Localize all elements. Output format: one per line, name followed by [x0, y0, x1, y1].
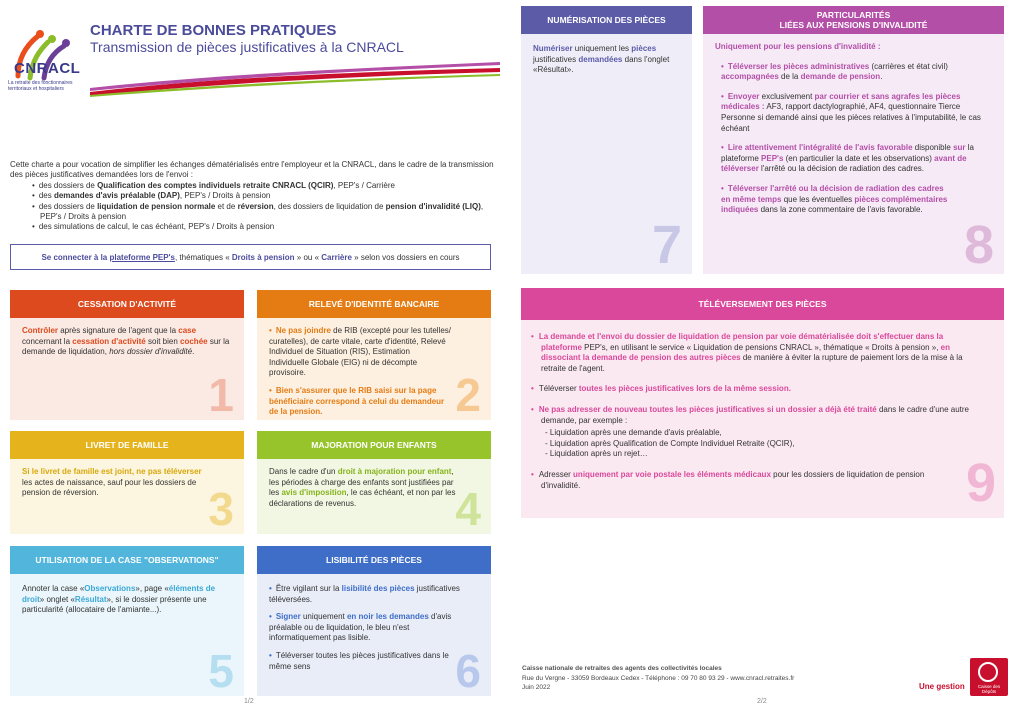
card-cessation-activite — [10, 290, 244, 420]
caisse-des-depots-logo-icon: Caisse des Dépôts — [970, 658, 1008, 696]
card-number: 3 — [208, 483, 234, 534]
footer-contact: Rue du Vergne - 33059 Bordeaux Cedex - Téléphone : 09 70 80 93 29 - www.cnracl.retraites.fr — [522, 674, 795, 682]
card-televersement — [521, 288, 1004, 518]
card-pensions-invalidite — [703, 6, 1004, 274]
list-item: • des dossiers de Qualification des comptes individuels retraite CNRACL (QCIR), PEP's / Carrière — [40, 181, 500, 191]
connect-banner: Se connecter à la plateforme PEP's, thématiques « Droits à pension » ou « Carrière » selon vos dossiers en cours — [10, 244, 491, 270]
card-title: CESSATION D'ACTIVITÉ — [10, 290, 244, 318]
card-body: • Être vigilant sur la lisibilité des pièces justificatives téléversées. • Signer uniquement en noir les demandes d'avis préalable ou de liquidation, le bleu n'est informatiquement pas lisible. • Téléverser toutes les pièces justificatives dans le même sens — [257, 574, 491, 687]
une-gestion-label: Une gestion — [919, 682, 965, 691]
card-majoration-enfants — [257, 431, 491, 534]
page-right — [509, 0, 1018, 706]
list-item: - Liquidation après un rejet… — [545, 449, 648, 459]
card-number: 6 — [455, 645, 481, 696]
card-title: NUMÉRISATION DES PIÈCES — [521, 6, 692, 34]
footer-address — [522, 664, 794, 693]
card-number: 9 — [965, 453, 996, 513]
card-body: Si le livret de famille est joint, ne pas téléverser les actes de naissance, sauf pour les dossiers de pension de réversion. — [22, 467, 202, 498]
intro-lead: Cette charte a pour vocation de simplifier les échanges dématérialisés entre l'employeur et la CNRACL, dans le cadre de la transmission des pièces justificatives demandées lors de l'envoi : — [10, 160, 494, 180]
card-body: Dans le cadre d'un droit à majoration pour enfant, les périodes à charge des enfants sont justifiées par les avis d'imposition, le cas échéant, et non par les déclarations de revenus. — [269, 467, 456, 508]
card-number: 5 — [208, 645, 234, 696]
card-title: MAJORATION POUR ENFANTS — [257, 431, 491, 459]
footer-date: Juin 2022 — [522, 684, 551, 691]
list-item: • des demandes d'avis préalable (DAP), PEP's / Droits à pension — [40, 191, 500, 201]
card-title: LIVRET DE FAMILLE — [10, 431, 244, 459]
card-number: 8 — [963, 215, 994, 274]
card-body: Annoter la case «Observations», page «éléments de droit» onglet «Résultat», si le dossier présente une particularité (allocataire de l'amiante...). — [22, 584, 216, 615]
page-title: CHARTE DE BONNES PRATIQUES — [90, 22, 337, 39]
page-subtitle: Transmission de pièces justificatives à la CNRACL — [90, 39, 404, 55]
card-lisibilite — [257, 546, 491, 696]
card-title: UTILISATION DE LA CASE "OBSERVATIONS" — [10, 546, 244, 574]
intro-text — [10, 160, 500, 233]
list-item: - Liquidation après Qualification de Compte Individuel Retraite (QCIR), — [545, 438, 795, 448]
pep-platform-link[interactable]: plateforme PEP's — [109, 252, 175, 262]
card-number: 1 — [208, 369, 234, 420]
card-livret-famille — [10, 431, 244, 534]
list-item: • des dossiers de liquidation de pension normale et de réversion, des dossiers de liquidation de pension d'invalidité (LIQ), PEP's / Droits à pension — [40, 202, 500, 223]
card-numerisation — [521, 6, 692, 274]
card-title: TÉLÉVERSEMENT DES PIÈCES — [521, 288, 1004, 320]
decorative-swoosh — [90, 58, 500, 98]
card-number: 2 — [455, 369, 481, 420]
footer-org: Caisse nationale de retraites des agents des collectivités locales — [522, 665, 722, 672]
logo-wordmark: CNRACL — [14, 60, 81, 77]
page-number: 1/2 — [244, 698, 254, 705]
card-number: 4 — [455, 483, 481, 534]
card-number: 7 — [651, 215, 682, 274]
example-list — [545, 428, 984, 460]
list-item: • des simulations de calcul, le cas échéant, PEP's / Droits à pension — [40, 222, 500, 232]
logo-tagline: La retraite des fonctionnaires territoriaux et hospitaliers — [8, 80, 73, 92]
card-body: Numériser uniquement les pièces justificatives demandées dans l'onglet «Résultat». — [533, 44, 670, 75]
card-rib — [257, 290, 491, 420]
card-title: LISIBILITÉ DES PIÈCES — [257, 546, 491, 574]
card-body: Contrôler après signature de l'agent que la case concernant la cessation d'activité soit bien cochée sur la demande de liquidation, hors dossier d'invalidité. — [22, 326, 230, 357]
page-number: 2/2 — [757, 698, 767, 705]
card-body: • La demande et l'envoi du dossier de liquidation de pension par voie dématérialisée doit s'effectuer dans la plateforme PEP's, en utilisant le service « Liquidation de pensions CNRACL », thématique « Droits à pension », en dissociant la demande de pension des autres pièces de manière à éviter la rupture de paiement lors de la mise à la retraite de l'agent. • Téléverser toutes les pièces justificatives lors de la même session. • Ne pas adresser de nouveau toutes les pièces justificatives si un dossier a déjà été traité dans le cadre d'une autre demande, par exemple : - Liquidation après une demande d'avis préalable, - Liquidation après Qualification de Compte Individuel Retraite (QCIR), - Liquidation après un rejet… • Adresser uniquement par voie postale les éléments médicaux pour les dossiers de liquidation de pension d'invalidité. — [521, 320, 1004, 513]
card-title: RELEVÉ D'IDENTITÉ BANCAIRE — [257, 290, 491, 318]
intro-list — [40, 181, 500, 233]
card-body: Uniquement pour les pensions d'invalidité : • Téléverser les pièces administratives (carrières et état civil) accompagnées de la demande de pension. • Envoyer exclusivement par courrier et sans agrafes les pièces médicales : AF3, rapport dactylographié, AF4, questionnaire Tierce Personne si demandé ainsi que les pièces relatives à l'imputabilité, le cas échéant • Lire attentivement l'intégralité de l'avis favorable disponible sur la plateforme PEP's (en particulier la date et les observations) avant de téléverser l'arrêté ou la décision de radiation des cadres. • Téléverser l'arrêté ou la décision de radiation des cadres en même temps que les éventuelles pièces complémentaires indiquées dans la zone commentaire de l'avis favorable. — [703, 34, 1004, 233]
card-title: PARTICULARITÉS LIÉES AUX PENSIONS D'INVALIDITÉ — [703, 6, 1004, 34]
card-observations — [10, 546, 244, 696]
card-body: • Ne pas joindre de RIB (excepté pour les tutelles/ curatelles), de carte vitale, carte d'identité, Relevé Individuel de Situation (RIS), Estimation Individuelle Globale (EIG) ni de décompte provisoire. • Bien s'assurer que le RIB saisi sur la page bénéficiaire correspond à celui du demandeur de la pension. — [257, 318, 491, 420]
list-item: - Liquidation après une demande d'avis préalable, — [545, 428, 722, 438]
